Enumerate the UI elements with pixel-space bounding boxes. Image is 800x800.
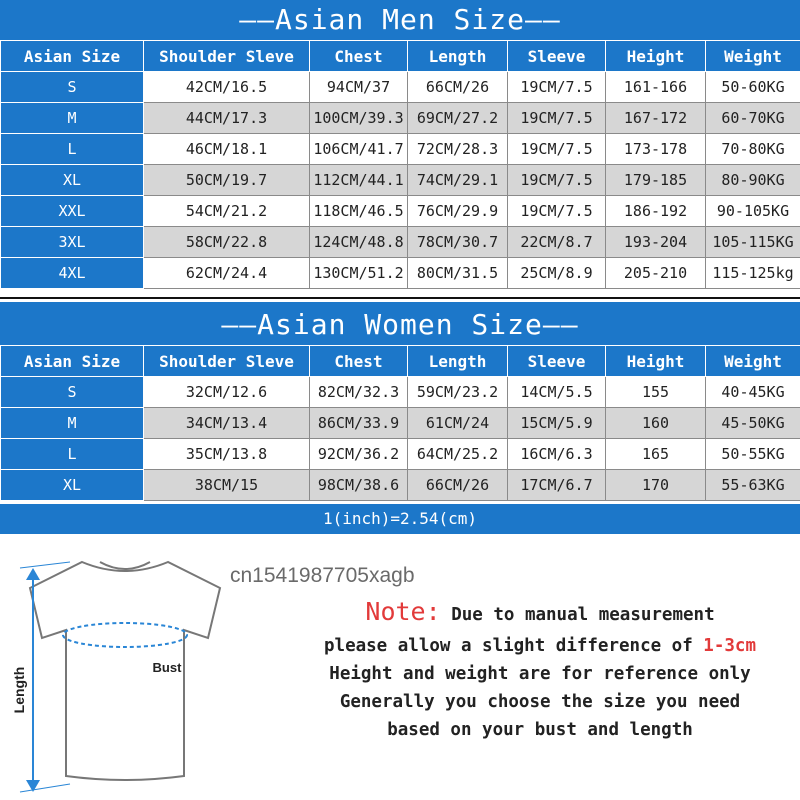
size-label-cell: M: [1, 103, 144, 134]
table-cell: 112CM/44.1: [310, 165, 408, 196]
divider: [0, 297, 800, 299]
table-cell: 19CM/7.5: [508, 165, 606, 196]
table-row: [1, 377, 800, 408]
table-cell: 44CM/17.3: [144, 103, 310, 134]
men-table-body: [1, 72, 800, 289]
table-cell: 78CM/30.7: [408, 227, 508, 258]
table-cell: 45-50KG: [706, 408, 800, 439]
women-header-cell: Weight: [706, 346, 800, 377]
table-cell: 54CM/21.2: [144, 196, 310, 227]
men-header-row: [1, 41, 800, 72]
table-cell: 50CM/19.7: [144, 165, 310, 196]
table-cell: 205-210: [606, 258, 706, 289]
note-tolerance: 1-3cm: [703, 636, 756, 656]
table-cell: 130CM/51.2: [310, 258, 408, 289]
table-cell: 100CM/39.3: [310, 103, 408, 134]
women-header-cell: Sleeve: [508, 346, 606, 377]
table-cell: 105-115KG: [706, 227, 800, 258]
women-header-cell: Chest: [310, 346, 408, 377]
table-cell: 155: [606, 377, 706, 408]
table-cell: 22CM/8.7: [508, 227, 606, 258]
bust-label: Bust: [152, 660, 182, 675]
watermark: cn1541987705xagb: [230, 564, 415, 587]
men-title-text: Asian Men Size: [274, 3, 525, 36]
size-label-cell: XL: [1, 165, 144, 196]
length-label: Length: [11, 666, 27, 714]
table-row: [1, 439, 800, 470]
table-cell: 64CM/25.2: [408, 439, 508, 470]
size-label-cell: 3XL: [1, 227, 144, 258]
note-line-2: [280, 632, 800, 660]
size-label-cell: XXL: [1, 196, 144, 227]
table-cell: 19CM/7.5: [508, 72, 606, 103]
table-cell: 19CM/7.5: [508, 196, 606, 227]
men-title: [0, 3, 800, 36]
table-cell: 90-105KG: [706, 196, 800, 227]
table-cell: 50-60KG: [706, 72, 800, 103]
table-cell: 170: [606, 470, 706, 501]
note-label: Note:: [365, 597, 441, 626]
note-text-2: please allow a slight difference of: [324, 636, 704, 656]
women-table-body: [1, 377, 800, 501]
men-header-cell: Height: [606, 41, 706, 72]
table-cell: 50-55KG: [706, 439, 800, 470]
table-cell: 55-63KG: [706, 470, 800, 501]
note-line-1: [280, 598, 800, 626]
men-header-cell: Weight: [706, 41, 800, 72]
size-label-cell: M: [1, 408, 144, 439]
table-cell: 15CM/5.9: [508, 408, 606, 439]
table-cell: 161-166: [606, 72, 706, 103]
table-cell: 62CM/24.4: [144, 258, 310, 289]
table-cell: 118CM/46.5: [310, 196, 408, 227]
table-cell: 179-185: [606, 165, 706, 196]
table-cell: 25CM/8.9: [508, 258, 606, 289]
table-cell: 80CM/31.5: [408, 258, 508, 289]
table-cell: 34CM/13.4: [144, 408, 310, 439]
table-cell: 160: [606, 408, 706, 439]
table-cell: 58CM/22.8: [144, 227, 310, 258]
table-row: [1, 227, 800, 258]
table-cell: 193-204: [606, 227, 706, 258]
table-cell: 16CM/6.3: [508, 439, 606, 470]
men-header-cell: Chest: [310, 41, 408, 72]
note-line-5: based on your bust and length: [387, 720, 693, 740]
size-label-cell: S: [1, 72, 144, 103]
note-line-4: Generally you choose the size you need: [339, 692, 741, 712]
table-cell: 80-90KG: [706, 165, 800, 196]
size-label-cell: L: [1, 439, 144, 470]
table-cell: 14CM/5.5: [508, 377, 606, 408]
women-header-cell: Asian Size: [1, 346, 144, 377]
title-dash-right: ——: [542, 308, 579, 341]
women-header-row: [1, 346, 800, 377]
table-cell: 38CM/15: [144, 470, 310, 501]
size-label-cell: S: [1, 377, 144, 408]
size-label-cell: XL: [1, 470, 144, 501]
table-cell: 61CM/24: [408, 408, 508, 439]
table-cell: 19CM/7.5: [508, 103, 606, 134]
women-header-cell: Length: [408, 346, 508, 377]
size-label-cell: L: [1, 134, 144, 165]
title-dash-left: ——: [239, 3, 275, 36]
table-cell: 17CM/6.7: [508, 470, 606, 501]
title-dash-right: ——: [525, 3, 561, 36]
note-line-3: Height and weight are for reference only: [329, 664, 751, 684]
table-row: [1, 72, 800, 103]
table-cell: 186-192: [606, 196, 706, 227]
table-row: [1, 196, 800, 227]
table-cell: 167-172: [606, 103, 706, 134]
table-cell: 74CM/29.1: [408, 165, 508, 196]
table-row: [1, 258, 800, 289]
table-cell: 46CM/18.1: [144, 134, 310, 165]
table-cell: 115-125kg: [706, 258, 800, 289]
conversion-note: 1(inch)=2.54(cm): [0, 503, 800, 534]
table-cell: 60-70KG: [706, 103, 800, 134]
table-cell: 19CM/7.5: [508, 134, 606, 165]
table-cell: 35CM/13.8: [144, 439, 310, 470]
table-row: [1, 134, 800, 165]
table-cell: 94CM/37: [310, 72, 408, 103]
table-cell: 66CM/26: [408, 470, 508, 501]
table-cell: 59CM/23.2: [408, 377, 508, 408]
table-cell: 42CM/16.5: [144, 72, 310, 103]
women-header-cell: Height: [606, 346, 706, 377]
table-cell: 66CM/26: [408, 72, 508, 103]
women-title-text: Asian Women Size: [257, 308, 543, 341]
women-title: [0, 308, 800, 341]
table-cell: 173-178: [606, 134, 706, 165]
women-header-cell: Shoulder Sleve: [144, 346, 310, 377]
table-cell: 32CM/12.6: [144, 377, 310, 408]
table-row: [1, 103, 800, 134]
table-row: [1, 470, 800, 501]
table-cell: 92CM/36.2: [310, 439, 408, 470]
table-cell: 165: [606, 439, 706, 470]
men-header-cell: Sleeve: [508, 41, 606, 72]
note-text-1: Due to manual measurement: [451, 605, 715, 625]
size-label-cell: 4XL: [1, 258, 144, 289]
table-cell: 98CM/38.6: [310, 470, 408, 501]
men-header-cell: Shoulder Sleve: [144, 41, 310, 72]
men-header-cell: Length: [408, 41, 508, 72]
men-header-cell: Asian Size: [1, 41, 144, 72]
table-cell: 40-45KG: [706, 377, 800, 408]
table-cell: 70-80KG: [706, 134, 800, 165]
table-cell: 69CM/27.2: [408, 103, 508, 134]
table-cell: 72CM/28.3: [408, 134, 508, 165]
note-block: [280, 598, 800, 744]
men-size-table: [0, 40, 800, 289]
table-cell: 106CM/41.7: [310, 134, 408, 165]
table-cell: 82CM/32.3: [310, 377, 408, 408]
table-row: [1, 165, 800, 196]
women-size-table: [0, 345, 800, 501]
table-cell: 124CM/48.8: [310, 227, 408, 258]
title-dash-left: ——: [221, 308, 258, 341]
tshirt-diagram: [0, 540, 240, 800]
table-cell: 76CM/29.9: [408, 196, 508, 227]
table-row: [1, 408, 800, 439]
table-cell: 86CM/33.9: [310, 408, 408, 439]
